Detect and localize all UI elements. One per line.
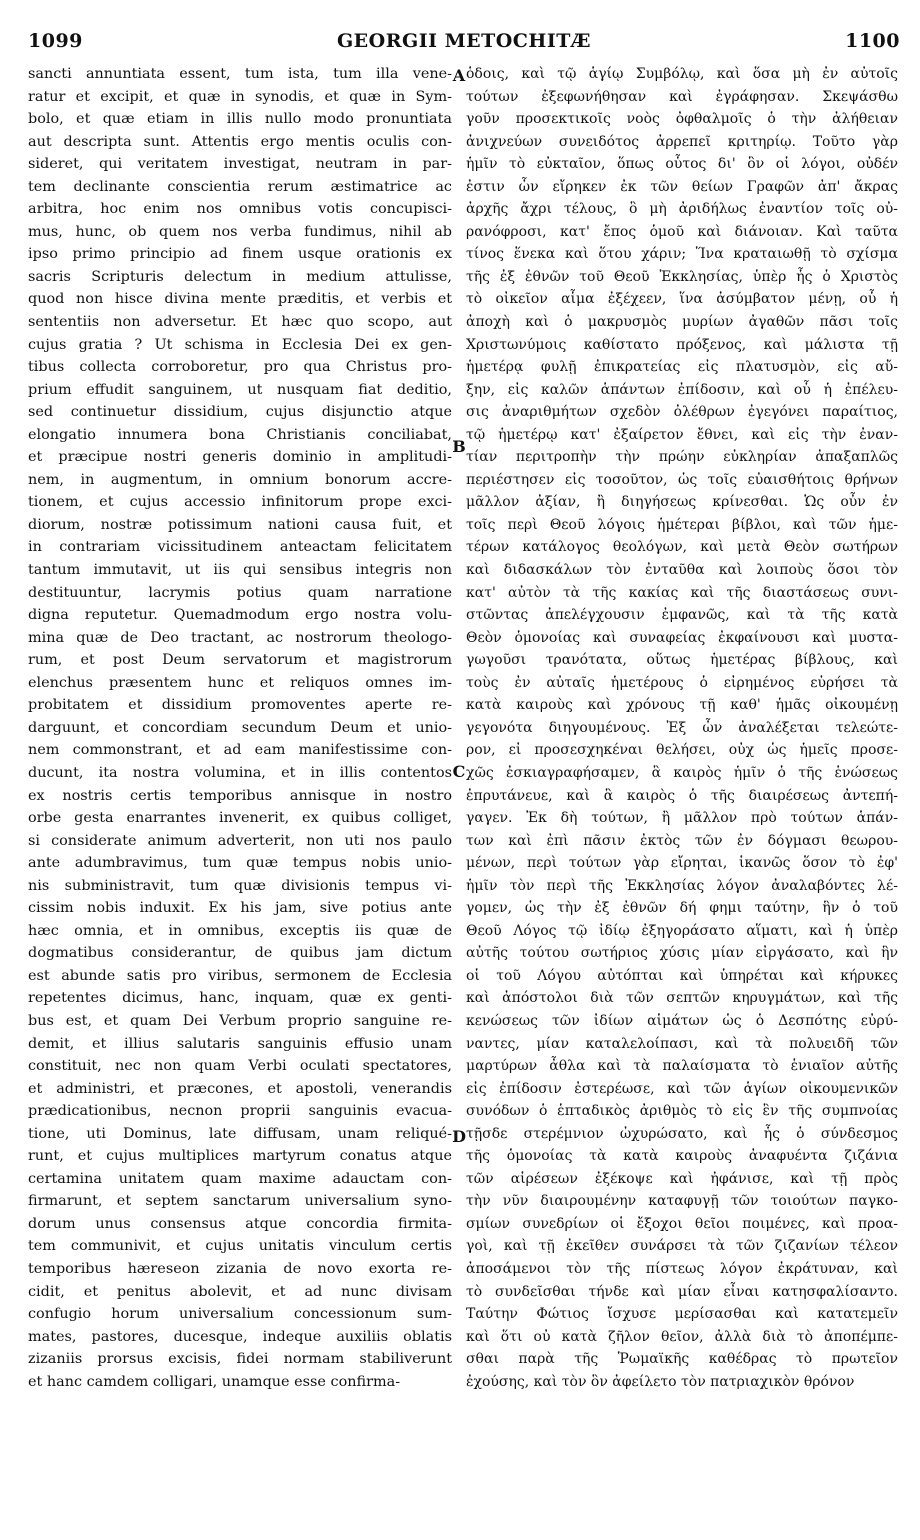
greek-text-line: τὸ συνδεῖσθαι τήνδε καὶ μίαν εἶναι κατησφαλίσαντο. bbox=[466, 1283, 898, 1300]
greek-text-line: καὶ διδασκάλων τὸν ἐνταῦθα καὶ λοιποὺς ὅσοι τὸν bbox=[466, 562, 898, 579]
latin-text-line: aut descripta sunt. Attentis ergo mentis oculis con- bbox=[28, 133, 452, 150]
latin-text-line: arbitra, hoc enim nos omnibus votis concupisci- bbox=[28, 201, 452, 218]
greek-text-line: τὸ οἰκεῖον αἷμα ἐξέχεεν, ἵνα ἀσύμβατον μένῃ, οὗ ἡ bbox=[466, 291, 898, 308]
latin-text-line: firmarunt, et septem sanctarum universalium syno- bbox=[28, 1193, 452, 1210]
latin-text-line: ante adumbravimus, tum quæ tempus nobis unio- bbox=[28, 855, 452, 872]
greek-text-line: τούτων ἐξεφωνήθησαν καὶ ἐγράφησαν. Σκεψάσθω bbox=[466, 88, 898, 105]
latin-text-line: et hanc camdem colligari, unamque esse confirma- bbox=[28, 1373, 401, 1390]
latin-text-line: tionem, et cujus accessio infinitorum prope exci- bbox=[28, 494, 452, 511]
latin-text-line: constituit, nec non quam Verbi oculati spectatores, bbox=[28, 1058, 452, 1075]
margin-marker-b: B bbox=[452, 437, 466, 456]
greek-text-line: Θεὸν ὁμονοίας καὶ συναφείας ἐκφαίνουσι καὶ μυστα- bbox=[466, 629, 898, 646]
latin-text-line: cidit, et penitus abolevit, et ad nunc divisam bbox=[28, 1283, 452, 1300]
greek-text-line: γαγεν. Ἐκ δὴ τούτων, ἢ μᾶλλον πρὸ τούτων ἁπάν- bbox=[466, 810, 898, 827]
latin-text-line: cujus gratia ? Ut schisma in Ecclesia Dei ex gen- bbox=[28, 336, 452, 353]
greek-text-line: ἐστιν ὧν εἴρηκεν ἐκ τῶν θείων Γραφῶν ἀπ' ἄκρας bbox=[466, 178, 898, 195]
greek-text-line: κατὰ καιροὺς καὶ χρόνους τῇ καθ' ἡμᾶς οἰκουμένῃ bbox=[466, 697, 898, 714]
greek-column bbox=[466, 63, 898, 1393]
greek-text-line: γωγοῦσι τρανότατα, οὕτως ἡμετέρας βίβλους, καὶ bbox=[466, 652, 898, 669]
greek-text-line: ρανόφροσι, κατ' ἔπος ὁμοῦ καὶ διάνοιαν. Καὶ ταῦτα bbox=[466, 223, 898, 240]
latin-text-line: sancti annuntiata essent, tum ista, tum illa vene- bbox=[28, 66, 452, 82]
greek-text-line: ἀποχὴ καὶ ὁ μακρυσμὸς μυρίων ἀγαθῶν πᾶσι τοῖς bbox=[466, 314, 898, 331]
greek-text-line: χῶς ἐσκιαγραφήσαμεν, ἃ καιρὸς ἡμῖν ὁ τῆς ἑνώσεως bbox=[466, 764, 898, 781]
greek-text-line: ὁδοις, καὶ τῷ ἁγίῳ Συμβόλῳ, καὶ ὅσα μὴ ἐν αὐτοῖς bbox=[466, 66, 898, 82]
latin-text-line: certamina unitatem quam maxime adauctam con- bbox=[28, 1170, 452, 1187]
greek-text-line: σθαι παρὰ τῆς Ῥωμαϊκῆς καθέδρας τὸ πρωτεῖον bbox=[466, 1351, 898, 1368]
greek-text-line: καὶ ἀπόστολοι διὰ τῶν σεπτῶν κηρυγμάτων, καὶ τῆς bbox=[466, 990, 898, 1007]
greek-text-line: κενώσεως τῶν ἰδίων αἱμάτων ὡς ὁ Δεσπότης εὐρύ- bbox=[466, 1012, 898, 1029]
greek-text-line: σις ἀναριθμήτων σχεδὸν ὀλέθρων ἐγεγόνει παραίτιος, bbox=[466, 404, 898, 421]
latin-text-line: prædicationibus, necnon proprii sanguinis evacua- bbox=[28, 1103, 452, 1120]
margin-marker-a: A bbox=[452, 66, 466, 85]
greek-text-line: σμίων συνεδρίων οἱ ἔξοχοι θεῖοι ποιμένες, καὶ προα- bbox=[466, 1215, 898, 1232]
greek-text-line: γοῦν προσεκτικοῖς νοὸς ὀφθαλμοῖς ὁ τὴν ἀλήθειαν bbox=[466, 111, 898, 128]
greek-text-line: τῆς ὁμονοίας τὰ κατὰ καιροὺς ἀναφυέντα ζιζάνια bbox=[466, 1148, 898, 1165]
greek-text-line: οἱ τοῦ Λόγου αὐτόπται καὶ ὑπηρέται καὶ κήρυκες bbox=[466, 967, 898, 984]
greek-text-line: γεγονότα διηγουμένους. Ἐξ ὧν ἀναλέξεται τελεώτε- bbox=[466, 719, 898, 736]
greek-text-line: τῷ ἡμετέρῳ κατ' ἐξαίρετον ἔθνει, καὶ εἰς τὴν ἐναν- bbox=[466, 426, 898, 443]
latin-text-line: hæc omnia, et in omnibus, exceptis iis quæ de bbox=[28, 922, 452, 939]
latin-text-line: nem, in augmentum, in omnium bonorum accre- bbox=[28, 471, 452, 488]
page-number-left: 1099 bbox=[28, 30, 83, 52]
latin-text-line: prium effudit sanguinem, ut nusquam fiat deditio, bbox=[28, 381, 452, 398]
greek-text-line: ἀρχῆς ἄχρι τέλους, ὃ μὴ ἀριδήλως ἐναντίον τοῖς οὐ- bbox=[466, 201, 898, 218]
latin-column bbox=[28, 63, 452, 1393]
latin-text-line: confugio horum universalium concessionum sum- bbox=[28, 1306, 452, 1323]
latin-text-line: dorum unus consensus atque concordia firmita- bbox=[28, 1215, 452, 1232]
greek-text-line: ἡμῖν τὸ εὐκταῖον, ὅπως οὗτος δι' ὃν οἱ λόγοι, οὐδέν bbox=[466, 156, 898, 173]
latin-text-line: zizaniis prorsus excisis, fidei normam stabiliverunt bbox=[28, 1351, 452, 1368]
greek-text-line: ρον, εἰ προσεσχηκέναι θελήσει, οὐχ ὡς ἡμεῖς προσε- bbox=[466, 742, 898, 759]
latin-text-line: temporibus hæreseon zizania de novo exorta re- bbox=[28, 1260, 452, 1277]
latin-text-line: mates, pastores, ducesque, indeque auxiliis oblatis bbox=[28, 1328, 452, 1345]
greek-text-line: γομεν, ὡς τὴν ἐξ ἐθνῶν δή φημι ταύτην, ἣν ὁ τοῦ bbox=[466, 900, 898, 917]
latin-text-line: ipso primo principio ad finem usque orationis ex bbox=[28, 246, 452, 263]
greek-text-line: ἀνιχνεύων συνειδότος ἀρρεπεῖ κριτηρίῳ. Τοῦτο γὰρ bbox=[466, 133, 898, 150]
greek-text-line: μένων, περὶ τούτων γὰρ εἴρηται, ἱκανῶς ὅσον τὸ ἐφ' bbox=[466, 855, 898, 872]
greek-text-line: ξην, εἰς καλῶν ἁπάντων ἐπίδοσιν, καὶ οὗ ἡ ἐπέλευ- bbox=[466, 381, 898, 398]
page-number-right: 1100 bbox=[845, 30, 900, 52]
latin-text-line: sententiis non adversetur. Et hæc quo scopo, aut bbox=[28, 314, 452, 331]
greek-text-line: τίνος ἕνεκα καὶ ὅτου χάριν; Ἵνα κραταιωθῇ τὸ σχίσμα bbox=[466, 246, 898, 263]
greek-text-line: συνόδων ὁ ἑπταδικὸς ἀριθμὸς τὸ εἰς ἓν τῆς συμπνοίας bbox=[466, 1103, 898, 1120]
greek-text-line: των καὶ ἐπὶ πᾶσιν ἐκτὸς τῶν ἐν δόγμασι θεωρου- bbox=[466, 832, 898, 849]
latin-text-line: tem communivit, et cujus unitatis vinculum certis bbox=[28, 1238, 452, 1255]
greek-text-line: τῇσδε στερέμνιον ὠχυρώσατο, καὶ ἧς ὁ σύνδεσμος bbox=[466, 1125, 898, 1142]
latin-text-line: runt, et cujus multiplices martyrum conatus atque bbox=[28, 1148, 452, 1165]
latin-text-line: rum, et post Deum servatorum et magistrorum bbox=[28, 652, 452, 669]
latin-text-line: repetentes dicimus, hanc, inquam, quæ ex genti- bbox=[28, 990, 452, 1007]
latin-text-line: mina quæ de Deo tractant, ac nostrorum theologo- bbox=[28, 629, 452, 646]
latin-text-line: probitatem et dissidium promoventes aperte re- bbox=[28, 697, 452, 714]
greek-text-line: στῶντας ἀπελέγχουσιν ἐμφανῶς, καὶ τὰ τῆς κατὰ bbox=[466, 607, 898, 624]
greek-text-line: τοῖς περὶ Θεοῦ λόγοις ἡμέτεραι βίβλοι, καὶ τῶν ἡμε- bbox=[466, 516, 898, 533]
latin-text-line: demit, et illius salutaris sanguinis effusio unam bbox=[28, 1035, 452, 1052]
latin-text-line: sacris Scripturis delectum in medium attulisse, bbox=[28, 268, 452, 285]
page-header bbox=[28, 30, 900, 60]
latin-text-line: tem declinante conscientia rerum æstimatrice ac bbox=[28, 178, 452, 195]
latin-text-line: tione, uti Dominus, late diffusam, unam reliqué- bbox=[28, 1125, 452, 1142]
greek-text-line: ἀποσάμενοι τὸν τῆς πίστεως λόγον ἐκράτυναν, καὶ bbox=[466, 1260, 898, 1277]
latin-text-line: elongatio innumera bona Christianis conciliabat, bbox=[28, 426, 452, 443]
greek-text-line: ἡμετέρᾳ φυλῇ ἐπικρατείας εἰς πλατυσμὸν, εἰς αὔ- bbox=[466, 359, 898, 376]
greek-text-line: αὐτῆς τούτου σωτήριος χύσις μίαν εἰργάσατο, καὶ ἣν bbox=[466, 945, 898, 962]
latin-text-line: sideret, qui veritatem investigat, neutram in par- bbox=[28, 156, 452, 173]
latin-text-line: ducunt, ita nostra volumina, et in illis contentos bbox=[28, 764, 452, 781]
latin-text-line: si considerate animum adverterit, non uti nos paulo bbox=[28, 832, 452, 849]
latin-text-line: cissim nobis induxit. Ex his jam, sive potius ante bbox=[28, 900, 452, 917]
greek-text-line: Ταύτην Φώτιος ἴσχυσε μερίσασθαι καὶ κατατεμεῖν bbox=[466, 1306, 898, 1323]
greek-text-line: εἰς ἐπίδοσιν ἐστερέωσε, καὶ τῶν ἁγίων οἰκουμενικῶν bbox=[466, 1080, 898, 1097]
margin-marker-d: D bbox=[452, 1127, 466, 1146]
greek-text-line: καὶ ὅτι οὐ κατὰ ζῆλον θεῖον, ἀλλὰ διὰ τὸ ἀποπέμπε- bbox=[466, 1328, 898, 1345]
greek-text-line: ναντες, μίαν καταλελοίπασι, καὶ τὰ πολυειδῆ τῶν bbox=[466, 1035, 898, 1052]
greek-text-line: ἡμῖν τὸν περὶ τῆς Ἐκκλησίας λόγον ἀναλαβόντες λέ- bbox=[466, 877, 898, 894]
latin-text-line: in contrariam vicissitudinem anteactam felicitatem bbox=[28, 539, 452, 556]
latin-text-line: diorum, nostræ potissimum nationi causa fuit, et bbox=[28, 516, 452, 533]
greek-text-line: μᾶλλον ἀξίαν, ἢ διηγήσεως κρίνεσθαι. Ὡς οὖν ἐν bbox=[466, 494, 898, 511]
latin-text-line: est abunde satis pro viribus, sermonem de Ecclesia bbox=[28, 967, 452, 984]
greek-text-line: κατ' αὐτὸν τὰ τῆς κακίας καὶ τῆς διαστάσεως συνι- bbox=[466, 584, 898, 601]
greek-text-line: μαρτύρων ἆθλα καὶ τὰ παλαίσματα τὸ ἑνιαῖον αὐτῆς bbox=[466, 1058, 898, 1075]
greek-text-line: Θεοῦ Λόγος τῷ ἰδίῳ ἐξηγοράσατο αἵματι, καὶ ἡ ὑπὲρ bbox=[466, 922, 898, 939]
latin-text-line: mus, hunc, ob quem nos verba fundimus, nihil ab bbox=[28, 223, 452, 240]
latin-text-line: tibus collecta corroboretur, pro qua Christus pro- bbox=[28, 359, 452, 376]
latin-text-line: digna reputetur. Quemadmodum ergo nostra volu- bbox=[28, 607, 452, 624]
latin-text-line: sed continuetur dissidium, cujus disjunctio atque bbox=[28, 404, 452, 421]
greek-text-line: γοὶ, καὶ τῇ ἐκεῖθεν συνάρσει τὰ τῶν ζιζανίων τέλεον bbox=[466, 1238, 898, 1255]
latin-text-line: ex nostris certis temporibus annisque in nostro bbox=[28, 787, 452, 804]
latin-text-line: et administri, et præcones, et apostoli, venerandis bbox=[28, 1080, 452, 1097]
latin-text-line: et præcipue nostri generis dominio in amplitudi- bbox=[28, 449, 452, 466]
greek-text-line: τῶν αἱρέσεων ἐξέκοψε καὶ ἠφάνισε, καὶ τῇ πρὸς bbox=[466, 1170, 898, 1187]
latin-text-line: ratur et excipit, et quæ in synodis, et quæ in Sym- bbox=[28, 88, 452, 105]
greek-text-line: Χριστωνύμοις καθίστατο πρόξενος, καὶ μάλιστα τῇ bbox=[466, 336, 898, 353]
latin-text-line: dogmatibus considerantur, de quibus jam dictum bbox=[28, 945, 452, 962]
latin-text-line: nem commonstrant, et ad eam manifestissime con- bbox=[28, 742, 452, 759]
greek-text-line: τίαν περιτροπὴν τὴν πρώην εὐκληρίαν ἀπαξαπλῶς bbox=[466, 449, 898, 466]
latin-text-line: quod non hisce divina mente præditis, et verbis et bbox=[28, 291, 452, 308]
margin-marker-c: C bbox=[452, 762, 466, 781]
latin-text-line: bus est, et quam Dei Verbum proprio sanguine re- bbox=[28, 1012, 452, 1029]
greek-text-line: ἐχούσης, καὶ τὸν ὃν ἀφείλετο τὸν πατριαχικὸν θρόνον bbox=[466, 1373, 855, 1390]
greek-text-line: τέρων κατάλογος θεολόγων, καὶ μετὰ Θεὸν σωτήρων bbox=[466, 539, 898, 556]
latin-text-line: elenchus præsentem hunc et reliquos omnes im- bbox=[28, 674, 452, 691]
latin-text-line: bolo, et quæ etiam in illis nullo modo pronuntiata bbox=[28, 111, 452, 128]
greek-text-line: τῆς ἐξ ἐθνῶν τοῦ Θεοῦ Ἐκκλησίας, ὑπὲρ ἧς ὁ Χριστὸς bbox=[466, 268, 898, 285]
running-title: GEORGII METOCHITÆ bbox=[336, 30, 592, 52]
greek-text-line: τὴν νῦν διαιρουμένην καταφυγῇ τῶν τοιούτων παγκο- bbox=[466, 1193, 898, 1210]
greek-text-line: ἐπρυτάνευε, καὶ ἃ καιρὸς ὁ τῆς διαιρέσεως ἀντεπή- bbox=[466, 787, 898, 804]
latin-text-line: nis subministravit, tum quæ divisionis tempus vi- bbox=[28, 877, 452, 894]
latin-text-line: darguunt, et concordiam secundum Deum et unio- bbox=[28, 719, 452, 736]
latin-text-line: tantum immutavit, ut iis qui sensibus integris non bbox=[28, 562, 452, 579]
greek-text-line: τοὺς ἐν αὐταῖς ἡμετέρους ὁ εἰρημένος εὑρήσει τὰ bbox=[466, 674, 898, 691]
greek-text-line: περιέστησεν εἰς τοσοῦτον, ὡς τοῖς εὐαισθήτοις θρήνων bbox=[466, 471, 898, 488]
latin-text-line: orbe gesta enarrantes invenerit, ex quibus colliget, bbox=[28, 810, 452, 827]
latin-text-line: destituuntur, lacrymis potius quam narratione bbox=[28, 584, 452, 601]
